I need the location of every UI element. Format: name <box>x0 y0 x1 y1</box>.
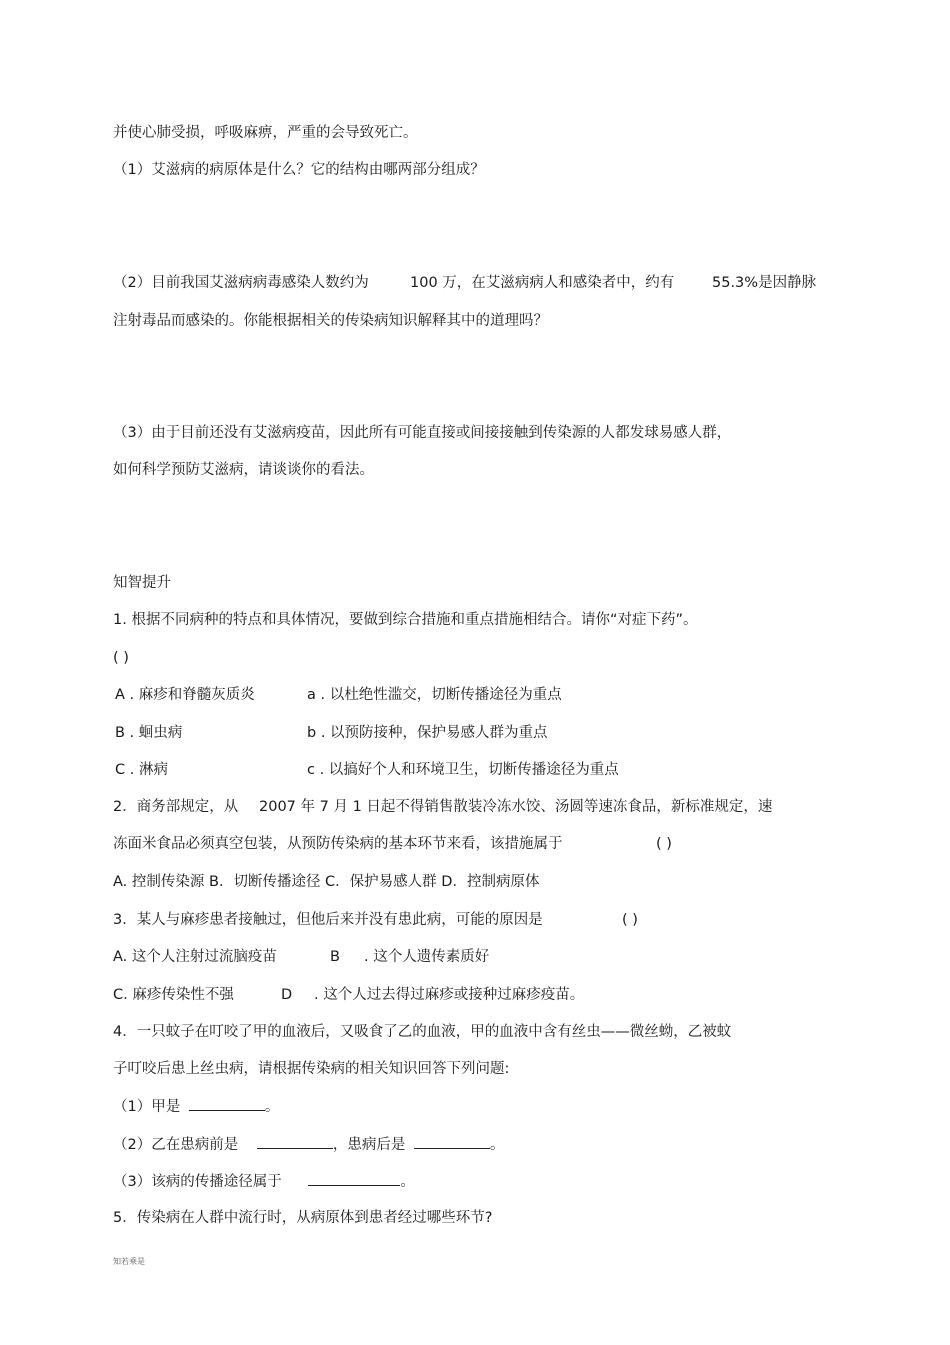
q1-left-c: C . 淋病 <box>115 762 168 778</box>
q4-sub1-blank[interactable] <box>189 1096 265 1111</box>
question-aids-2-part-a: （2）目前我国艾滋病病毒感染人数约为 <box>113 275 369 291</box>
q4-sub3-blank[interactable] <box>308 1171 400 1186</box>
q4-sub2-label: （2）乙在患病前是 <box>113 1137 239 1153</box>
page-footer: 知若乘是 <box>113 1257 145 1266</box>
q4-sub1-label: （1）甲是 <box>113 1099 181 1115</box>
q1-answer-paren: ( ) <box>113 650 129 666</box>
question-aids-2-line2: 注射毒品而感染的。你能根据相关的传染病知识解释其中的道理吗？ <box>113 313 548 329</box>
q2-answer-paren: ( ) <box>656 836 672 852</box>
q4-line1: 4．一只蚊子在叮咬了甲的血液后，又吸食了乙的血液，甲的血液中含有丝虫——微丝蚴，乙被蚊 <box>113 1024 732 1040</box>
q4-sub1 <box>113 1096 279 1117</box>
q1-stem: 1. 根据不同病种的特点和具体情况，要做到综合措施和重点措施相结合。请你“对症下药”。 <box>113 612 698 628</box>
question-aids-3-line1: （3）由于目前还没有艾滋病疫苗，因此所有可能直接或间接接触到传染源的人都发球易感人群， <box>113 425 732 441</box>
question-aids-1: （1）艾滋病的病原体是什么？它的结构由哪两部分组成？ <box>113 162 485 178</box>
q3-option-d: . 这个人过去得过麻疹或接种过麻疹疫苗。 <box>314 987 585 1003</box>
q4-line2: 子叮咬后患上丝虫病，请根据传染病的相关知识回答下列问题: <box>113 1061 510 1077</box>
q3-option-c: C. 麻疹传染性不强 <box>113 987 234 1003</box>
q3-option-b-letter: B <box>330 949 340 965</box>
q1-left-b: B . 蛔虫病 <box>115 725 183 741</box>
q4-sub2 <box>113 1134 504 1155</box>
question-aids-2-part-b: 100 万，在艾滋病病人和感染者中，约有 <box>410 275 675 291</box>
q4-sub2-blank-1[interactable] <box>257 1134 333 1149</box>
q1-right-a: a . 以杜绝性滥交，切断传播途径为重点 <box>307 687 562 703</box>
q4-sub3 <box>113 1171 415 1192</box>
q4-sub2-blank-2[interactable] <box>414 1134 490 1149</box>
question-aids-3-line2: 如何科学预防艾滋病，请谈谈你的看法。 <box>113 462 374 478</box>
q4-sub2-end: 。 <box>489 1137 505 1153</box>
q1-right-c: c . 以搞好个人和环境卫生，切断传播途径为重点 <box>307 762 619 778</box>
q3-option-d-letter: D <box>281 987 293 1003</box>
q3-answer-paren: ( ) <box>622 912 638 928</box>
section-title: 知智提升 <box>113 575 171 591</box>
q2-options: A. 控制传染源 B．切断传播途径 C．保护易感人群 D．控制病原体 <box>113 874 540 890</box>
q3-option-a: A. 这个人注射过流脑疫苗 <box>113 949 277 965</box>
q2-line1-b: 2007 年 7 月 1 日起不得销售散装冷冻水饺、汤圆等速冻食品，新标准规定，速 <box>259 799 773 815</box>
q4-sub2-mid: ，患病后是 <box>332 1137 406 1153</box>
q2-line1-a: 2．商务部规定，从 <box>113 799 239 815</box>
intro-line: 并使心肺受损，呼吸麻痹，严重的会导致死亡。 <box>113 125 418 141</box>
q4-sub1-end: 。 <box>264 1099 280 1115</box>
q3-option-b: . 这个人遗传素质好 <box>364 949 490 965</box>
q3-stem: 3．某人与麻疹患者接触过，但他后来并没有患此病，可能的原因是 <box>113 912 543 928</box>
q1-left-a: A . 麻疹和脊髓灰质炎 <box>115 687 255 703</box>
q4-sub3-label: （3）该病的传播途径属于 <box>113 1174 282 1190</box>
question-aids-2-part-c: 55.3%是因静脉 <box>712 275 817 291</box>
q2-line2: 冻面米食品必须真空包装，从预防传染病的基本环节来看，该措施属于 <box>113 836 563 852</box>
q4-sub3-end: 。 <box>400 1174 415 1190</box>
q1-right-b: b . 以预防接种，保护易感人群为重点 <box>307 725 548 741</box>
q5-stem: 5．传染病在人群中流行时，从病原体到患者经过哪些环节? <box>113 1210 493 1226</box>
